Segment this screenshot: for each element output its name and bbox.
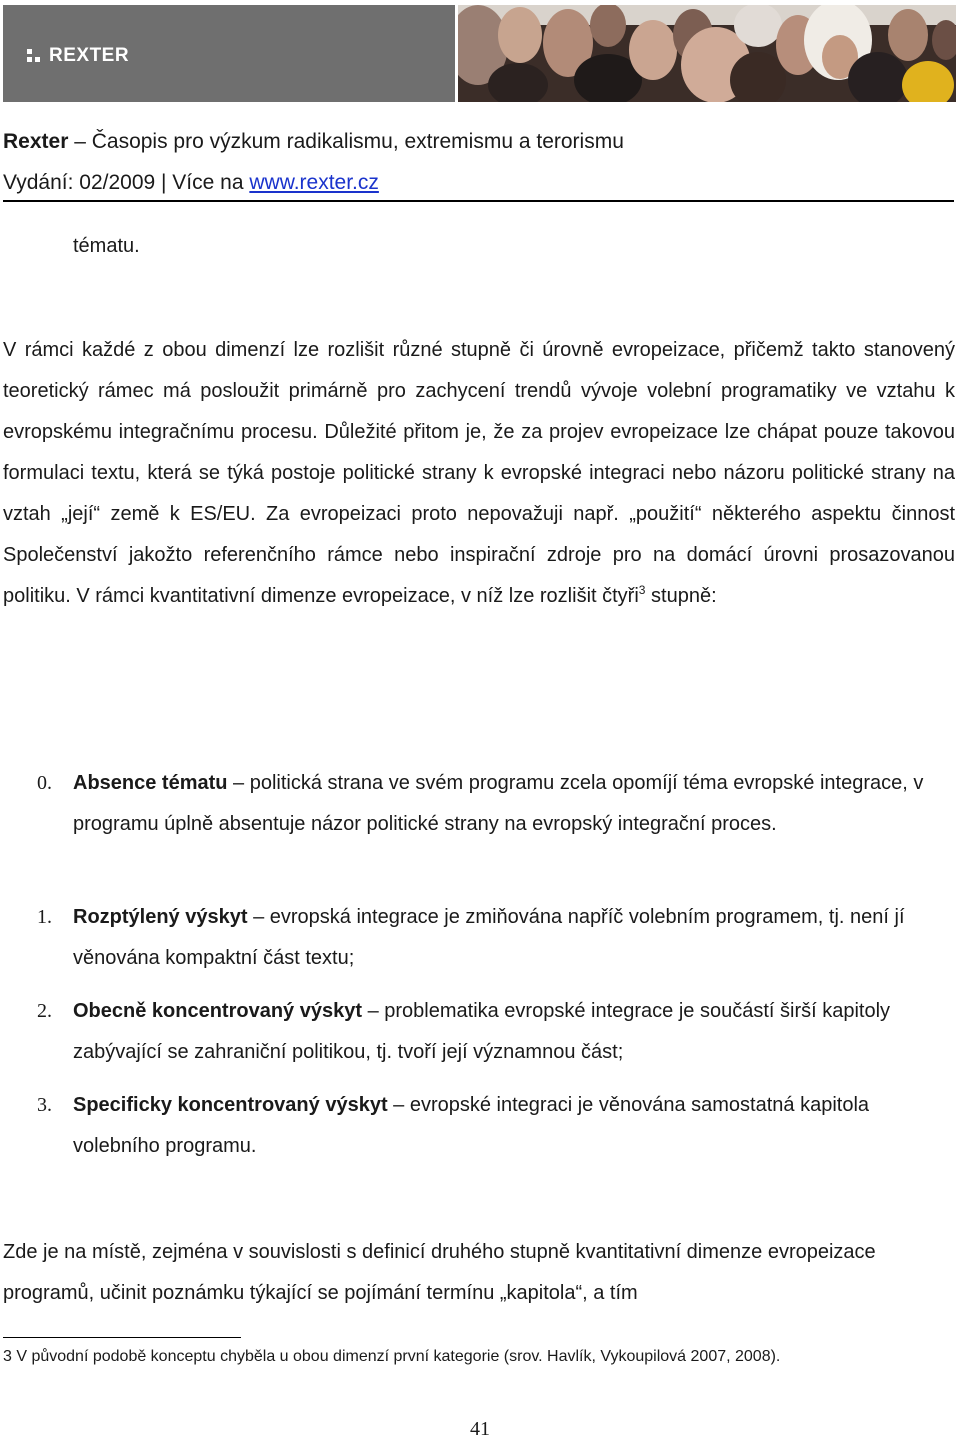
list-item-term: Specificky koncentrovaný výskyt [73, 1094, 388, 1116]
list-item-text [73, 991, 955, 1073]
rexter-logo[interactable] [27, 45, 129, 67]
list-item-desc: – evropská integrace je zmiňována napříč volebním programem, tj. není jí věnována kompaktní část textu; [73, 906, 905, 969]
main-paragraph-end: stupně: [645, 585, 717, 607]
list-item-number: 2. [37, 1000, 52, 1022]
list-item-text [73, 897, 955, 979]
footnote-divider [3, 1337, 241, 1338]
list-item-number: 3. [37, 1094, 52, 1116]
main-paragraph [3, 330, 955, 617]
list-item-number: 1. [37, 906, 52, 928]
closing-paragraph: Zde je na místě, zejména v souvislosti s definicí druhého stupně kvantitativní dimenze evropeizace programů, učinit poznámku týkající se pojímání termínu „kapitola“, a tím [3, 1241, 876, 1304]
header-divider [3, 200, 954, 202]
list-item-desc: – politická strana ve svém programu zcela opomíjí téma evropské integrace, v programu úplně absentuje názor politické strany na evropský integrační proces. [73, 772, 924, 835]
list-item-term: Rozptýlený výskyt [73, 906, 248, 928]
list-item-text [73, 1085, 955, 1167]
list-item-desc: – problematika evropské integrace je součástí širší kapitoly zabývající se zahraniční politikou, tj. tvoří její významnou část; [73, 1000, 891, 1063]
main-paragraph-text: V rámci každé z obou dimenzí lze rozlišit různé stupně či úrovně evropeizace, přičemž takto stanovený teoretický rámec má posloužit primárně pro zachycení trendů vývoje volební programatiky ve vztahu k evropskému integračnímu procesu. Důležité přitom je, že za projev evropeizace lze chápat pouze takovou formulaci textu, která se týká postoje politické strany k evropské integraci nebo názoru politické strany na vztah „její“ země k ES/EU. Za evropeizaci proto nepovažuji např. „použití“ některého aspektu činnost Společenství jakožto referenčního rámce nebo inspirační zdroje pro na domácí úrovni prosazovanou politiku. V rámci kvantitativní dimenze evropeizace, v níž lze rozlišit čtyři [3, 339, 955, 607]
journal-title [3, 130, 624, 154]
rexter-site-link[interactable]: www.rexter.cz [249, 171, 379, 194]
list-item-text [73, 763, 955, 845]
page-number: 41 [470, 1418, 490, 1440]
banner [3, 5, 956, 102]
issue-line [3, 171, 379, 195]
list-item-term: Obecně koncentrovaný výskyt [73, 1000, 363, 1022]
footnote-ref[interactable]: 3 [638, 583, 646, 597]
logo-text: REXTER [49, 45, 130, 66]
footnote: 3 V původní podobě konceptu chyběla u obou dimenzí první kategorie (srov. Havlík, Vykoupilová 2007, 2008). [3, 1348, 781, 1365]
banner-crowd-photo [458, 5, 956, 102]
continuation-text: tématu. [73, 235, 140, 257]
list-item-number: 0. [37, 772, 52, 794]
journal-name: Rexter [3, 130, 69, 153]
banner-logo-area [3, 5, 455, 102]
journal-subtitle: – Časopis pro výzkum radikalismu, extremismu a terorismu [68, 130, 624, 153]
issue-text: Vydání: 02/2009 | Více na [3, 171, 250, 194]
list-item-desc: – evropské integraci je věnována samostatná kapitola volebního programu. [73, 1094, 870, 1157]
list-item-term: Absence tématu [73, 772, 228, 794]
logo-mark-icon [27, 49, 41, 63]
